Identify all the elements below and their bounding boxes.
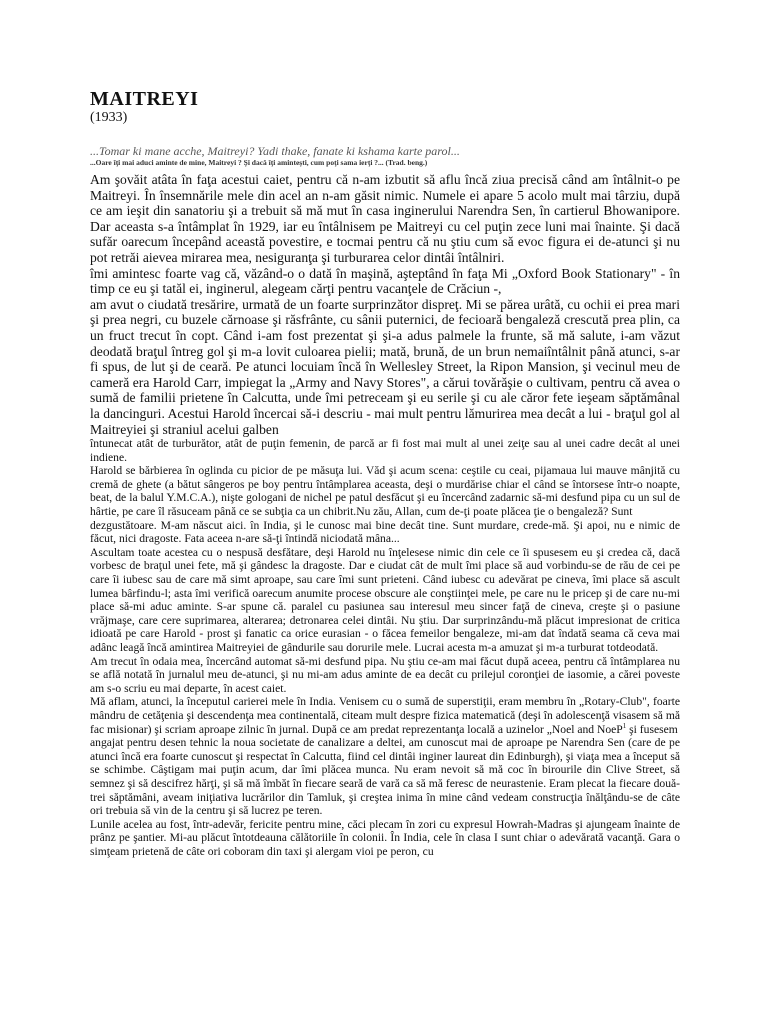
paragraph-text-continued: şi fusesem [626,722,678,736]
footnote-marker: 1 [622,721,627,730]
document-body [90,88,680,859]
paragraph: am avut o ciudată tresărire, urmată de un foarte surprinzător dispreţ. Mi se părea urâtă, cu ochii ei prea mari şi prea negri, cu buzele cărnoase şi răsfrânte, cu sânii puternici, de fecioară bengaleză crescută prea plin, ca un fruct trecut în copt. Când i-am fost prezentat şi şi-a adus palmele la frunte, să mă salute, i-am văzut deodată braţul întreg gol şi m-a lovit culoarea pielii; mată, brună, de un brun nemaiîntâlnit până atunci, s-ar fi spus, de lut şi de ceară. Pe atunci locuiam încă în Wellesley Street, la Ripon Mansion, şi vecinul meu de cameră era Harold Carr, impiegat la „Army and Navy Stores", a cărui tovărăşie o cultivam, pentru că avea o sumă de familii prietene în Calcutta, unde îmi petreceam şi eu serile şi cu ale căror fete ieşeam săptămânal la dancinguri. Acestui Harold încercai să-i descriu - mai mult pentru lămurirea mea decât a lui - braţul gol al Maitreyiei şi straniul acelui galben [90,296,680,437]
paragraph-with-footnote [90,695,680,736]
paragraph: Harold se bărbierea în oglinda cu picior de pe măsuţa lui. Văd şi acum scena: ceştile cu ceai, pijamaua lui mauve mânjită cu cremă de ghete (a bătut sângeros pe boy pentru întâmplarea aceasta, deşi o murdărise chiar el când se întorsese într-o noapte, beat, de la balul Y.M.C.A.), nişte gologani de nichel pe patul desfăcut şi eu încercând zadarnic să-mi desfund pipa cu un sul de hârtie, pe care îl răsuceam până ce se subţia ca un chibrit.Nu zău, Allan, cum de-ţi poate plăcea ţie o bengaleză? Sunt [90,464,680,519]
paragraph: întunecat atât de turburător, atât de puţin femenin, de parcă ar fi fost mai mult al unei zeiţe sau al unei cadre decât al unei indiene. [90,437,680,464]
document-year: (1933) [90,110,128,125]
paragraph-text: Mă aflam, atunci, la începutul carierei mele în India. Venisem cu o sumă de superstiţii, eram membru în „Rotary-Club", foarte mândru de cetăţenia şi descendenţa mea continentală, citeam mult despre fizica matematică (deşi în adolescenţă visasem să mă fac misionar) şi scriam aproape zilnic în jurnal. După ce am predat reprezentanţa locală a uzinelor „Noel and NoeP [90,695,680,736]
paragraph: Am trecut în odaia mea, încercând automat să-mi desfund pipa. Nu ştiu ce-am mai făcut după aceea, pentru că întâmplarea nu se află notată în jurnalul meu de-atunci, şi nu mi-am adus aminte de ea decât cu prilejul coronţiei de iasomie, a cărei poveste am s-o scriu eu mai departe, în acest caiet. [90,654,680,695]
epigraph: ...Tomar ki mane acche, Maitreyi? Yadi thake, fanate ki kshama karte parol... [90,144,460,158]
paragraph: Ascultam toate acestea cu o nespusă desfătare, deşi Harold nu înţelesese nimic din cele ce îi spusesem eu şi credea că, dacă vorbesc de braţul unei fete, mă şi gândesc la dragoste. Dar e ciudat cât de mult îmi place să aud vorbindu-se de rău de cei pe care îi iubesc sau de care mă simt aproape, sau care îmi sunt prieteni. Când iubesc cu adevărat pe cineva, îmi place să ascult lumea bârfindu-l; asta îmi verifică oarecum anumite procese obscure ale conştiinţei mele, pe care nu le pricep şi de care nu-mi place să-mi aduc aminte. S-ar spune că. paralel cu pasiunea sau interesul meu sincer faţă de cineva, creşte şi o pasiune vrăjmaşe, care cere suprimarea, alterarea; detronarea celei dintâi. Nu ştiu. Dar surprinzându-mă plăcut impresionat de critica idioată pe care Harold - prost şi fanatic ca orice eurasian - o făcea femeilor bengaleze, mi-am dat îndată seama că ceva mai adânc leagă încă amintirea Maitreyiei de gândurile sau dorurile mele. Lucrai acesta m-a amuzat şi m-a turburat totdeodată. [90,545,680,654]
epigraph-translation: ...Oare îţi mai aduci aminte de mine, Maitreyi ? Şi dacă îţi aminteşti, cum poţi sama ierţi ?... (Trad. beng.) [90,158,428,167]
paragraph: îmi amintesc foarte vag că, văzând-o o dată în maşină, aşteptând în faţa Mi „Oxford Book Stationary" - în timp ce eu şi tatăl ei, inginerul, alegeam cărţi pentru vacanţele de Crăciun -, [90,265,680,297]
paragraph: dezgustătoare. M-am născut aici. în India, şi le cunosc mai bine decât tine. Sunt murdare, crede-mă. Şi apoi, nu e nimic de făcut, nici dragoste. Fata aceea n-are să-ţi întindă niciodată mâna... [90,518,680,546]
paragraph: Lunile acelea au fost, într-adevăr, fericite pentru mine, căci plecam în zori cu expresul Howrah-Madras şi ajungeam înainte de prânz pe şantier. Mi-au plăcut întotdeauna călătoriile în colonii. În India, cele în clasa I sunt chiar o adevărată vacanţă. Gara o simţeam prietenă de câte ori coboram din taxi şi alergam vioi pe peron, cu [90,817,680,858]
document-title: MAITREYI [90,88,199,110]
paragraph: Am şovăit atâta în faţa acestui caiet, pentru că n-am izbutit să aflu încă ziua precisă când am întâlnit-o pe Maitreyi. În însemnările mele din acel an n-am găsit nimic. Numele ei apare 5 acolo mult mai târziu, după ce am ieşit din sanatoriu şi a trebuit să mă mut în casa inginerului Narendra Sen, în cartierul Bhowanipore. Dar aceasta s-a întâmplat în 1929, iar eu întâlnisem pe Maitreyi cu cel puţin zece luni mai înainte. Şi dacă sufăr oarecum începând această povestire, e tocmai pentru că nu ştiu cum să evoc figura ei de-atunci şi nu pot retrăi aievea mirarea mea, nesiguranţa şi turburarea celor dintâi întâlniri. [90,172,680,265]
paragraph: angajat pentru desen tehnic la noua societate de canalizare a deltei, am cunoscut mai de aproape pe Narendra Sen (care de pe atunci încă era foarte cunoscut şi respectat în Calcutta, fiind cel dintâi inginer laureat din Edinburgh), şi viaţa mea a început să se schimbe. Câştigam mai puţin acum, dar îmi plăcea munca. Nu eram nevoit să mă coc în birourile din Clive Street, să semnez şi să descifrez hărţi, şi să mă îmbăt în fiecare seară de vară ca să mă feresc de neurastenie. Eram plecat la fiecare două-trei săptămâni, aveam iniţiativa lucrărilor din Tamluk, şi creştea inima în mine când vedeam construcţia înălţându-se de câte ori trebuia să vin de la centru şi să lucrez pe teren. [90,736,680,818]
